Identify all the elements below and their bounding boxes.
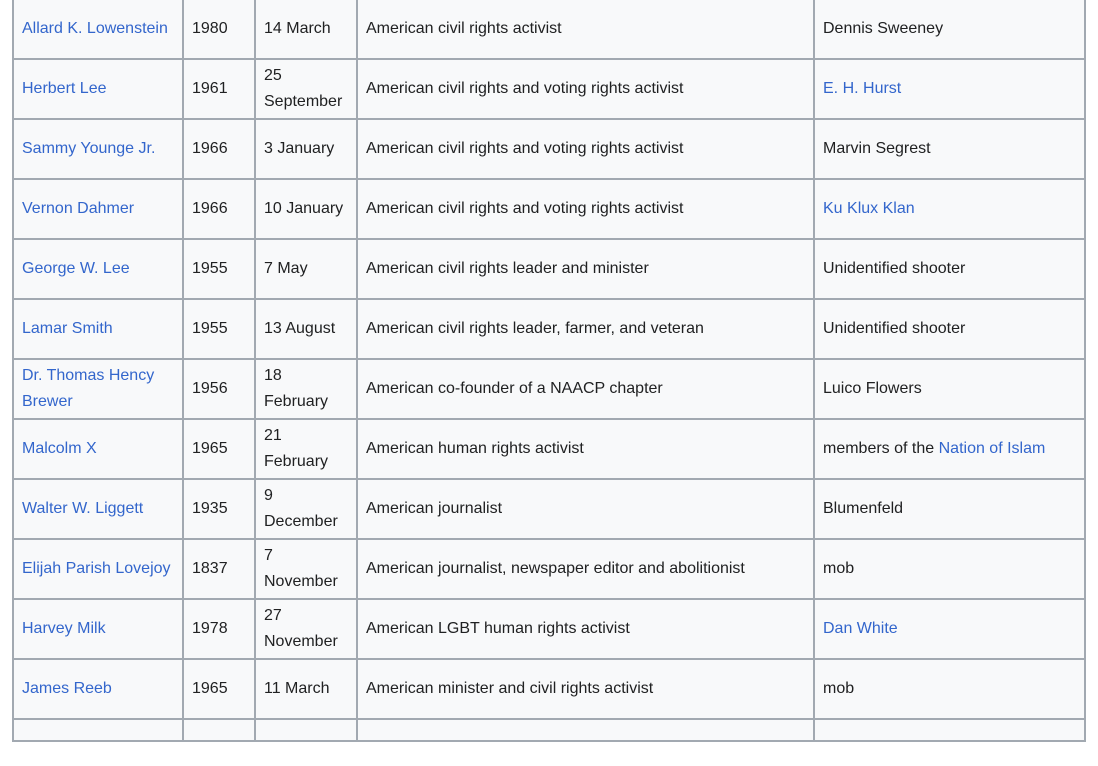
person-link[interactable]: Sammy Younge Jr. [22, 139, 156, 157]
cell-description: American human rights activist [357, 419, 814, 479]
table-row [13, 239, 1085, 299]
perpetrator-link[interactable]: Dan White [823, 619, 898, 637]
person-link[interactable]: James Reeb [22, 679, 112, 697]
cell-year: 1837 [183, 539, 255, 599]
cell-year: 1935 [183, 479, 255, 539]
perpetrator-link[interactable]: Nation of Islam [938, 439, 1046, 457]
table-row [13, 59, 1085, 119]
cell-perpetrator [814, 119, 1085, 179]
cell-date: 11 March [255, 659, 357, 719]
cell-description: American civil rights leader and minister [357, 239, 814, 299]
person-link[interactable]: George W. Lee [22, 259, 130, 277]
cell-name [13, 539, 183, 599]
cell-description: American civil rights and voting rights activist [357, 119, 814, 179]
cell-description: American LGBT human rights activist [357, 599, 814, 659]
cell-name [13, 359, 183, 419]
cell-name [13, 0, 183, 59]
perpetrator-text: Unidentified shooter [823, 259, 966, 277]
cell-empty [814, 719, 1085, 741]
table-row [13, 659, 1085, 719]
cell-date: 14 March [255, 0, 357, 59]
cell-description: American civil rights activist [357, 0, 814, 59]
cell-empty [255, 719, 357, 741]
cell-description: American civil rights and voting rights activist [357, 179, 814, 239]
cell-perpetrator [814, 0, 1085, 59]
table-row [13, 539, 1085, 599]
cell-date: 21 February [255, 419, 357, 479]
person-link[interactable]: Harvey Milk [22, 619, 106, 637]
cell-date: 9 December [255, 479, 357, 539]
cell-name [13, 599, 183, 659]
person-link[interactable]: Herbert Lee [22, 79, 107, 97]
cell-year: 1955 [183, 299, 255, 359]
cell-perpetrator [814, 59, 1085, 119]
cell-description: American journalist, newspaper editor and abolitionist [357, 539, 814, 599]
perpetrator-text: mob [823, 559, 855, 577]
cell-perpetrator [814, 539, 1085, 599]
cell-perpetrator [814, 659, 1085, 719]
cell-date: 18 February [255, 359, 357, 419]
cell-name [13, 419, 183, 479]
cell-perpetrator [814, 239, 1085, 299]
cell-perpetrator [814, 599, 1085, 659]
person-link[interactable]: Elijah Parish Lovejoy [22, 559, 171, 577]
cell-name [13, 179, 183, 239]
cell-description: American journalist [357, 479, 814, 539]
perpetrator-text: mob [823, 679, 855, 697]
cell-empty [13, 719, 183, 741]
perpetrator-link[interactable]: E. H. Hurst [823, 79, 902, 97]
perpetrator-text: Unidentified shooter [823, 319, 966, 337]
cell-description: American civil rights and voting rights activist [357, 59, 814, 119]
cell-year: 1956 [183, 359, 255, 419]
table-row-partial [13, 719, 1085, 741]
table-row [13, 419, 1085, 479]
perpetrator-text: Luico Flowers [823, 379, 922, 397]
assassinations-table [12, 0, 1086, 742]
perpetrator-prefix: members of the [823, 439, 939, 457]
table-row [13, 179, 1085, 239]
cell-name [13, 239, 183, 299]
cell-date: 7 May [255, 239, 357, 299]
table-row [13, 119, 1085, 179]
person-link[interactable]: Walter W. Liggett [22, 499, 144, 517]
table-row [13, 0, 1085, 59]
cell-perpetrator [814, 179, 1085, 239]
person-link[interactable]: Malcolm X [22, 439, 97, 457]
cell-year: 1978 [183, 599, 255, 659]
cell-date: 3 January [255, 119, 357, 179]
cell-perpetrator [814, 299, 1085, 359]
table-row [13, 599, 1085, 659]
cell-perpetrator [814, 359, 1085, 419]
table-body [13, 0, 1085, 741]
cell-date: 27 November [255, 599, 357, 659]
perpetrator-text: Blumenfeld [823, 499, 904, 517]
perpetrator-text: Marvin Segrest [823, 139, 931, 157]
perpetrator-text: Dennis Sweeney [823, 19, 944, 37]
cell-year: 1965 [183, 419, 255, 479]
cell-description: American civil rights leader, farmer, and veteran [357, 299, 814, 359]
table-row [13, 479, 1085, 539]
person-link[interactable]: Lamar Smith [22, 319, 113, 337]
cell-date: 7 November [255, 539, 357, 599]
cell-empty [357, 719, 814, 741]
cell-date: 13 August [255, 299, 357, 359]
cell-year: 1965 [183, 659, 255, 719]
cell-description: American co-founder of a NAACP chapter [357, 359, 814, 419]
cell-empty [183, 719, 255, 741]
table-row [13, 359, 1085, 419]
cell-name [13, 119, 183, 179]
cell-perpetrator [814, 479, 1085, 539]
perpetrator-link[interactable]: Ku Klux Klan [823, 199, 915, 217]
cell-year: 1966 [183, 179, 255, 239]
cell-date: 25 September [255, 59, 357, 119]
cell-year: 1980 [183, 0, 255, 59]
cell-date: 10 January [255, 179, 357, 239]
person-link[interactable]: Dr. Thomas Hency Brewer [22, 366, 155, 410]
cell-name [13, 479, 183, 539]
person-link[interactable]: Allard K. Lowenstein [22, 19, 168, 37]
cell-name [13, 659, 183, 719]
cell-year: 1966 [183, 119, 255, 179]
cell-year: 1955 [183, 239, 255, 299]
person-link[interactable]: Vernon Dahmer [22, 199, 135, 217]
table-row [13, 299, 1085, 359]
cell-name [13, 299, 183, 359]
cell-description: American minister and civil rights activist [357, 659, 814, 719]
cell-year: 1961 [183, 59, 255, 119]
cell-perpetrator [814, 419, 1085, 479]
cell-name [13, 59, 183, 119]
